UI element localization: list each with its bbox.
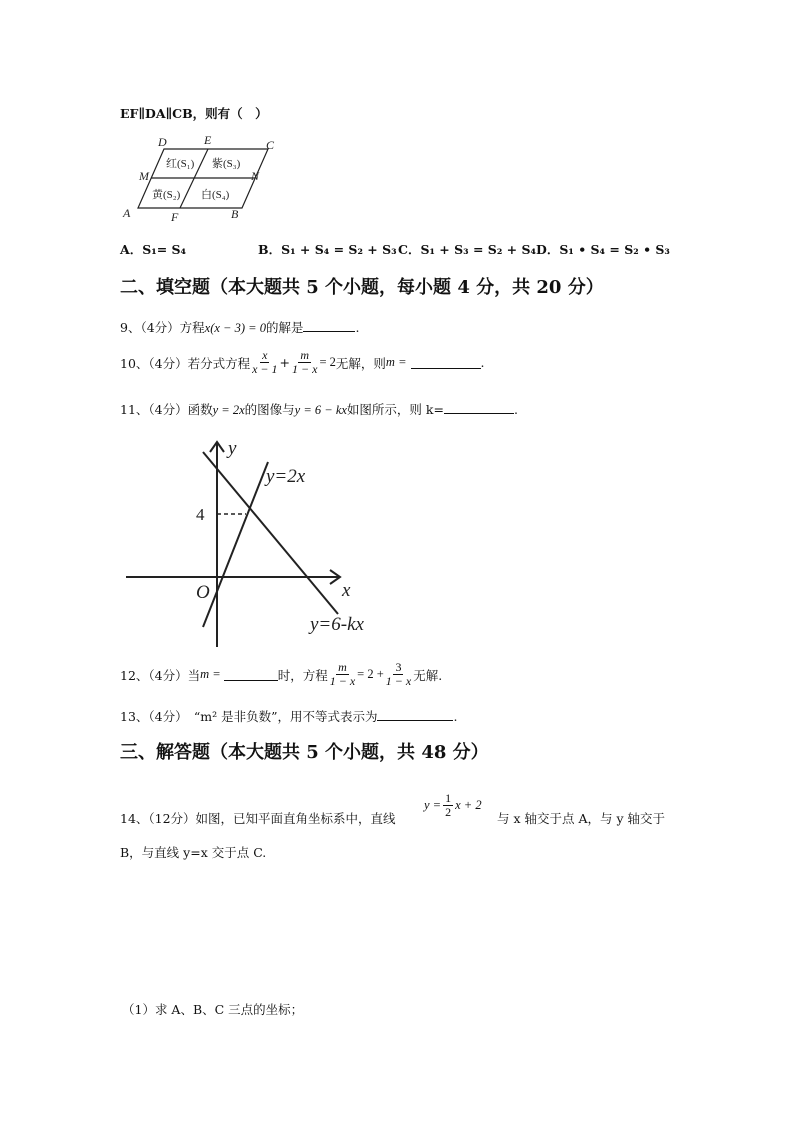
label-m: M: [139, 169, 149, 183]
q11-answer-blank[interactable]: [444, 401, 514, 414]
question-9: 9、（4分）方程x(x − 3) = 0的解是 .: [120, 320, 360, 335]
q10-f2-den: 1 − x: [292, 362, 318, 376]
q14-line-2: B，与直线 y=x 交于点 C.: [120, 845, 267, 860]
q10-plus: +: [279, 355, 291, 370]
option-a: A．S₁= S₄: [120, 242, 187, 257]
section-title-answers: 三、解答题（本大题共 5 个小题，共 48 分）: [120, 742, 489, 763]
q10-fraction-1: [250, 349, 279, 376]
q14-fraction: [443, 792, 453, 819]
q12-f2-num: 3: [395, 660, 402, 674]
q12-answer-blank[interactable]: [224, 668, 278, 681]
q13-text: 13、（4分） “m² 是非负数”，用不等式表示为: [120, 709, 378, 724]
q10-f1-den: x − 1: [252, 362, 278, 376]
parallelogram-figure: [118, 132, 288, 227]
q9-suffix: 的解是: [265, 320, 304, 335]
tick-4: 4: [196, 505, 205, 524]
q10-fraction-2: [290, 349, 319, 376]
q14-rest: x + 2: [455, 798, 482, 812]
q12-suffix: 无解.: [413, 667, 443, 683]
region-s4: 白(S₄): [201, 189, 230, 201]
label-c: C: [266, 138, 275, 152]
question-10: [120, 349, 485, 376]
section-title-fill-in: 二、填空题（本大题共 5 个小题，每小题 4 分，共 20 分）: [120, 277, 604, 298]
q13-answer-blank[interactable]: [377, 708, 453, 721]
label-b: B: [231, 207, 239, 221]
q14-line-equation: [424, 792, 482, 819]
q12-f1-num: m: [338, 660, 347, 674]
q12-mid: 时，方程: [277, 667, 328, 683]
q11-eq1: y = 2x: [212, 403, 245, 417]
q14-f-num: 1: [445, 791, 452, 805]
q10-f2-num: m: [300, 348, 310, 362]
q9-equation: x(x − 3) = 0: [204, 321, 266, 335]
q12-eq: = 2 +: [357, 667, 384, 681]
question-13: [120, 707, 457, 725]
line1-label: y=2x: [266, 466, 306, 487]
q14-yeq: y =: [424, 798, 442, 812]
q12-fraction-2: [384, 661, 413, 688]
label-e: E: [204, 133, 212, 147]
label-a: A: [123, 206, 131, 220]
question-11: [120, 400, 518, 418]
label-f: F: [171, 210, 179, 224]
q10-mid: 无解，则: [335, 355, 386, 371]
label-n: N: [251, 169, 260, 183]
q10-end: .: [480, 355, 485, 370]
region-s1: 红(S₁): [166, 158, 195, 170]
q10-prefix: 10、（4分）若分式方程: [120, 355, 251, 371]
q9-answer-blank[interactable]: [303, 319, 355, 332]
question-tail: EF∥DA∥CB，则有（ ）: [120, 106, 268, 121]
region-s2: 黄(S₂): [152, 189, 181, 201]
x-axis-label: x: [342, 580, 351, 601]
q12-mvar: m =: [200, 667, 221, 681]
q14-subquestion-1: （1）求 A、B、C 三点的坐标；: [122, 1002, 304, 1017]
question-12: [120, 661, 442, 688]
q10-f1-num: x: [262, 348, 268, 362]
q11-prefix: 11、（4分）函数: [120, 402, 213, 417]
q14-suffix: 与 x 轴交于点 A，与 y 轴交于: [497, 811, 666, 826]
line2-label: y=6-kx: [310, 614, 364, 635]
q10-rhs: = 2: [319, 355, 336, 369]
q13-end: .: [453, 709, 458, 724]
q9-prefix: 9、（4分）方程: [120, 320, 205, 335]
q11-eq2: y = 6 − kx: [294, 403, 347, 417]
q14-prefix: 14、（12分）如图，已知平面直角坐标系中，直线: [120, 811, 396, 826]
label-d: D: [158, 135, 167, 149]
q10-mvar: m =: [385, 355, 407, 369]
y-axis-label: y: [228, 438, 237, 459]
q12-f1-den: 1 − x: [329, 674, 356, 688]
origin-label: O: [196, 582, 210, 603]
q11-suffix: 如图所示，则 k=: [346, 402, 444, 417]
option-b: B．S₁ + S₄ = S₂ + S₃: [258, 242, 397, 257]
q11-end: .: [513, 402, 518, 417]
q12-fraction-1: [328, 661, 357, 688]
region-s3: 紫(S₃): [212, 158, 241, 170]
option-c: C．S₁ + S₃ = S₂ + S₄: [398, 242, 536, 257]
option-d: D．S₁ • S₄ = S₂ • S₃: [536, 242, 670, 257]
line-y-2x: [203, 462, 268, 627]
q11-mid: 的图像与: [244, 402, 295, 417]
q12-f2-den: 1 − x: [385, 674, 412, 688]
q12-prefix: 12、（4分）当: [120, 667, 201, 683]
q14-f-den: 2: [445, 805, 452, 819]
q10-answer-blank[interactable]: [411, 356, 481, 369]
function-graph: [118, 432, 388, 650]
